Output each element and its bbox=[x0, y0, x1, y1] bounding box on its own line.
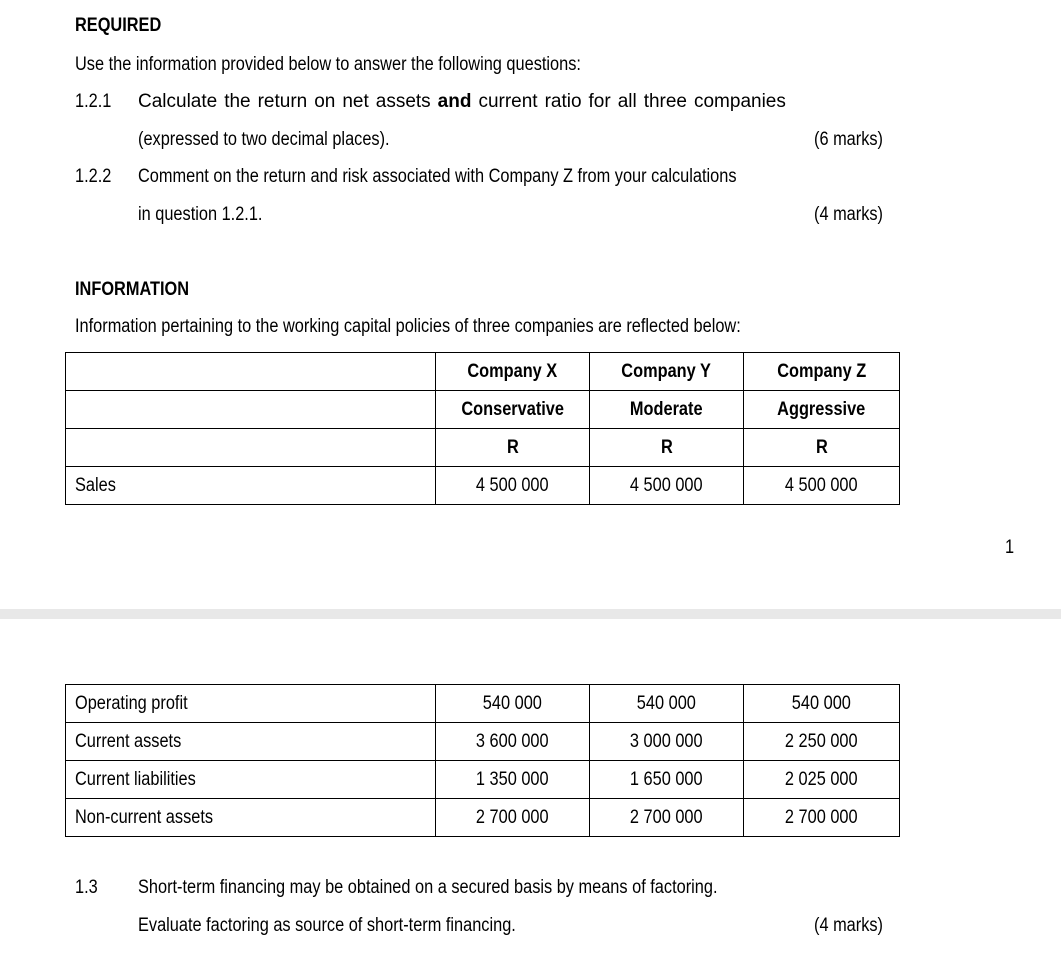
table-row bbox=[66, 799, 900, 837]
table-row bbox=[66, 467, 900, 505]
question-1-3-line2: Evaluate factoring as source of short-term financing. bbox=[138, 915, 516, 936]
word: on bbox=[314, 91, 336, 112]
word: ratio bbox=[544, 91, 582, 112]
row-value: 4 500 000 bbox=[590, 467, 744, 505]
row-value: 2 700 000 bbox=[590, 799, 744, 837]
header-company-z: Company Z bbox=[744, 353, 900, 391]
question-1-3-number: 1.3 bbox=[75, 877, 98, 898]
policy-company-y: Moderate bbox=[590, 391, 744, 429]
question-1-2-2-line2: in question 1.2.1. bbox=[138, 204, 263, 225]
word: the bbox=[224, 91, 251, 112]
question-1-2-1-line1 bbox=[138, 91, 786, 113]
table-row bbox=[66, 685, 900, 723]
row-label: Current assets bbox=[66, 723, 436, 761]
word: current bbox=[478, 91, 538, 112]
word: three bbox=[643, 91, 687, 112]
policy-company-z: Aggressive bbox=[744, 391, 900, 429]
word: companies bbox=[693, 91, 786, 112]
table-cell-empty bbox=[66, 353, 436, 391]
table-row bbox=[66, 723, 900, 761]
row-value: 540 000 bbox=[436, 685, 590, 723]
row-value: 4 500 000 bbox=[744, 467, 900, 505]
currency-company-y: R bbox=[590, 429, 744, 467]
table-cell-empty bbox=[66, 391, 436, 429]
row-value: 1 650 000 bbox=[590, 761, 744, 799]
table-header-policy-row bbox=[66, 391, 900, 429]
table-row bbox=[66, 761, 900, 799]
row-label: Non-current assets bbox=[66, 799, 436, 837]
question-1-3-line1: Short-term financing may be obtained on a secured basis by means of factoring. bbox=[138, 877, 718, 898]
word: all bbox=[617, 91, 637, 112]
word: Calculate bbox=[138, 91, 218, 112]
question-1-2-2-number: 1.2.2 bbox=[75, 166, 112, 187]
question-1-2-1-number: 1.2.1 bbox=[75, 91, 112, 112]
currency-company-x: R bbox=[436, 429, 590, 467]
row-label: Sales bbox=[66, 467, 436, 505]
row-value: 4 500 000 bbox=[436, 467, 590, 505]
word: assets bbox=[375, 91, 431, 112]
row-value: 1 350 000 bbox=[436, 761, 590, 799]
row-value: 2 700 000 bbox=[436, 799, 590, 837]
required-heading: REQUIRED bbox=[75, 15, 162, 36]
question-1-3-marks: (4 marks) bbox=[814, 915, 884, 936]
word: and bbox=[437, 91, 472, 112]
row-value: 2 700 000 bbox=[744, 799, 900, 837]
header-company-y: Company Y bbox=[590, 353, 744, 391]
question-1-2-1-line2: (expressed to two decimal places). bbox=[138, 129, 390, 150]
page-number: 1 bbox=[1005, 537, 1015, 558]
row-value: 2 250 000 bbox=[744, 723, 900, 761]
question-1-2-1-marks: (6 marks) bbox=[814, 129, 884, 150]
row-label: Operating profit bbox=[66, 685, 436, 723]
policy-company-x: Conservative bbox=[436, 391, 590, 429]
table-cell-empty bbox=[66, 429, 436, 467]
row-value: 3 000 000 bbox=[590, 723, 744, 761]
page-break-divider bbox=[0, 609, 1061, 619]
table-header-company-row bbox=[66, 353, 900, 391]
table-header-currency-row bbox=[66, 429, 900, 467]
word: net bbox=[342, 91, 369, 112]
question-1-2-2-marks: (4 marks) bbox=[814, 204, 884, 225]
row-value: 2 025 000 bbox=[744, 761, 900, 799]
required-intro: Use the information provided below to answer the following questions: bbox=[75, 54, 581, 75]
word: for bbox=[588, 91, 611, 112]
companies-table-page2 bbox=[65, 684, 900, 837]
information-heading: INFORMATION bbox=[75, 279, 190, 300]
word: return bbox=[257, 91, 308, 112]
row-value: 540 000 bbox=[744, 685, 900, 723]
header-company-x: Company X bbox=[436, 353, 590, 391]
question-1-2-2-line1: Comment on the return and risk associated with Company Z from your calculations bbox=[138, 166, 737, 187]
row-value: 540 000 bbox=[590, 685, 744, 723]
currency-company-z: R bbox=[744, 429, 900, 467]
information-intro: Information pertaining to the working capital policies of three companies are reflected below: bbox=[75, 316, 741, 337]
row-value: 3 600 000 bbox=[436, 723, 590, 761]
companies-table-page1 bbox=[65, 352, 900, 505]
row-label: Current liabilities bbox=[66, 761, 436, 799]
